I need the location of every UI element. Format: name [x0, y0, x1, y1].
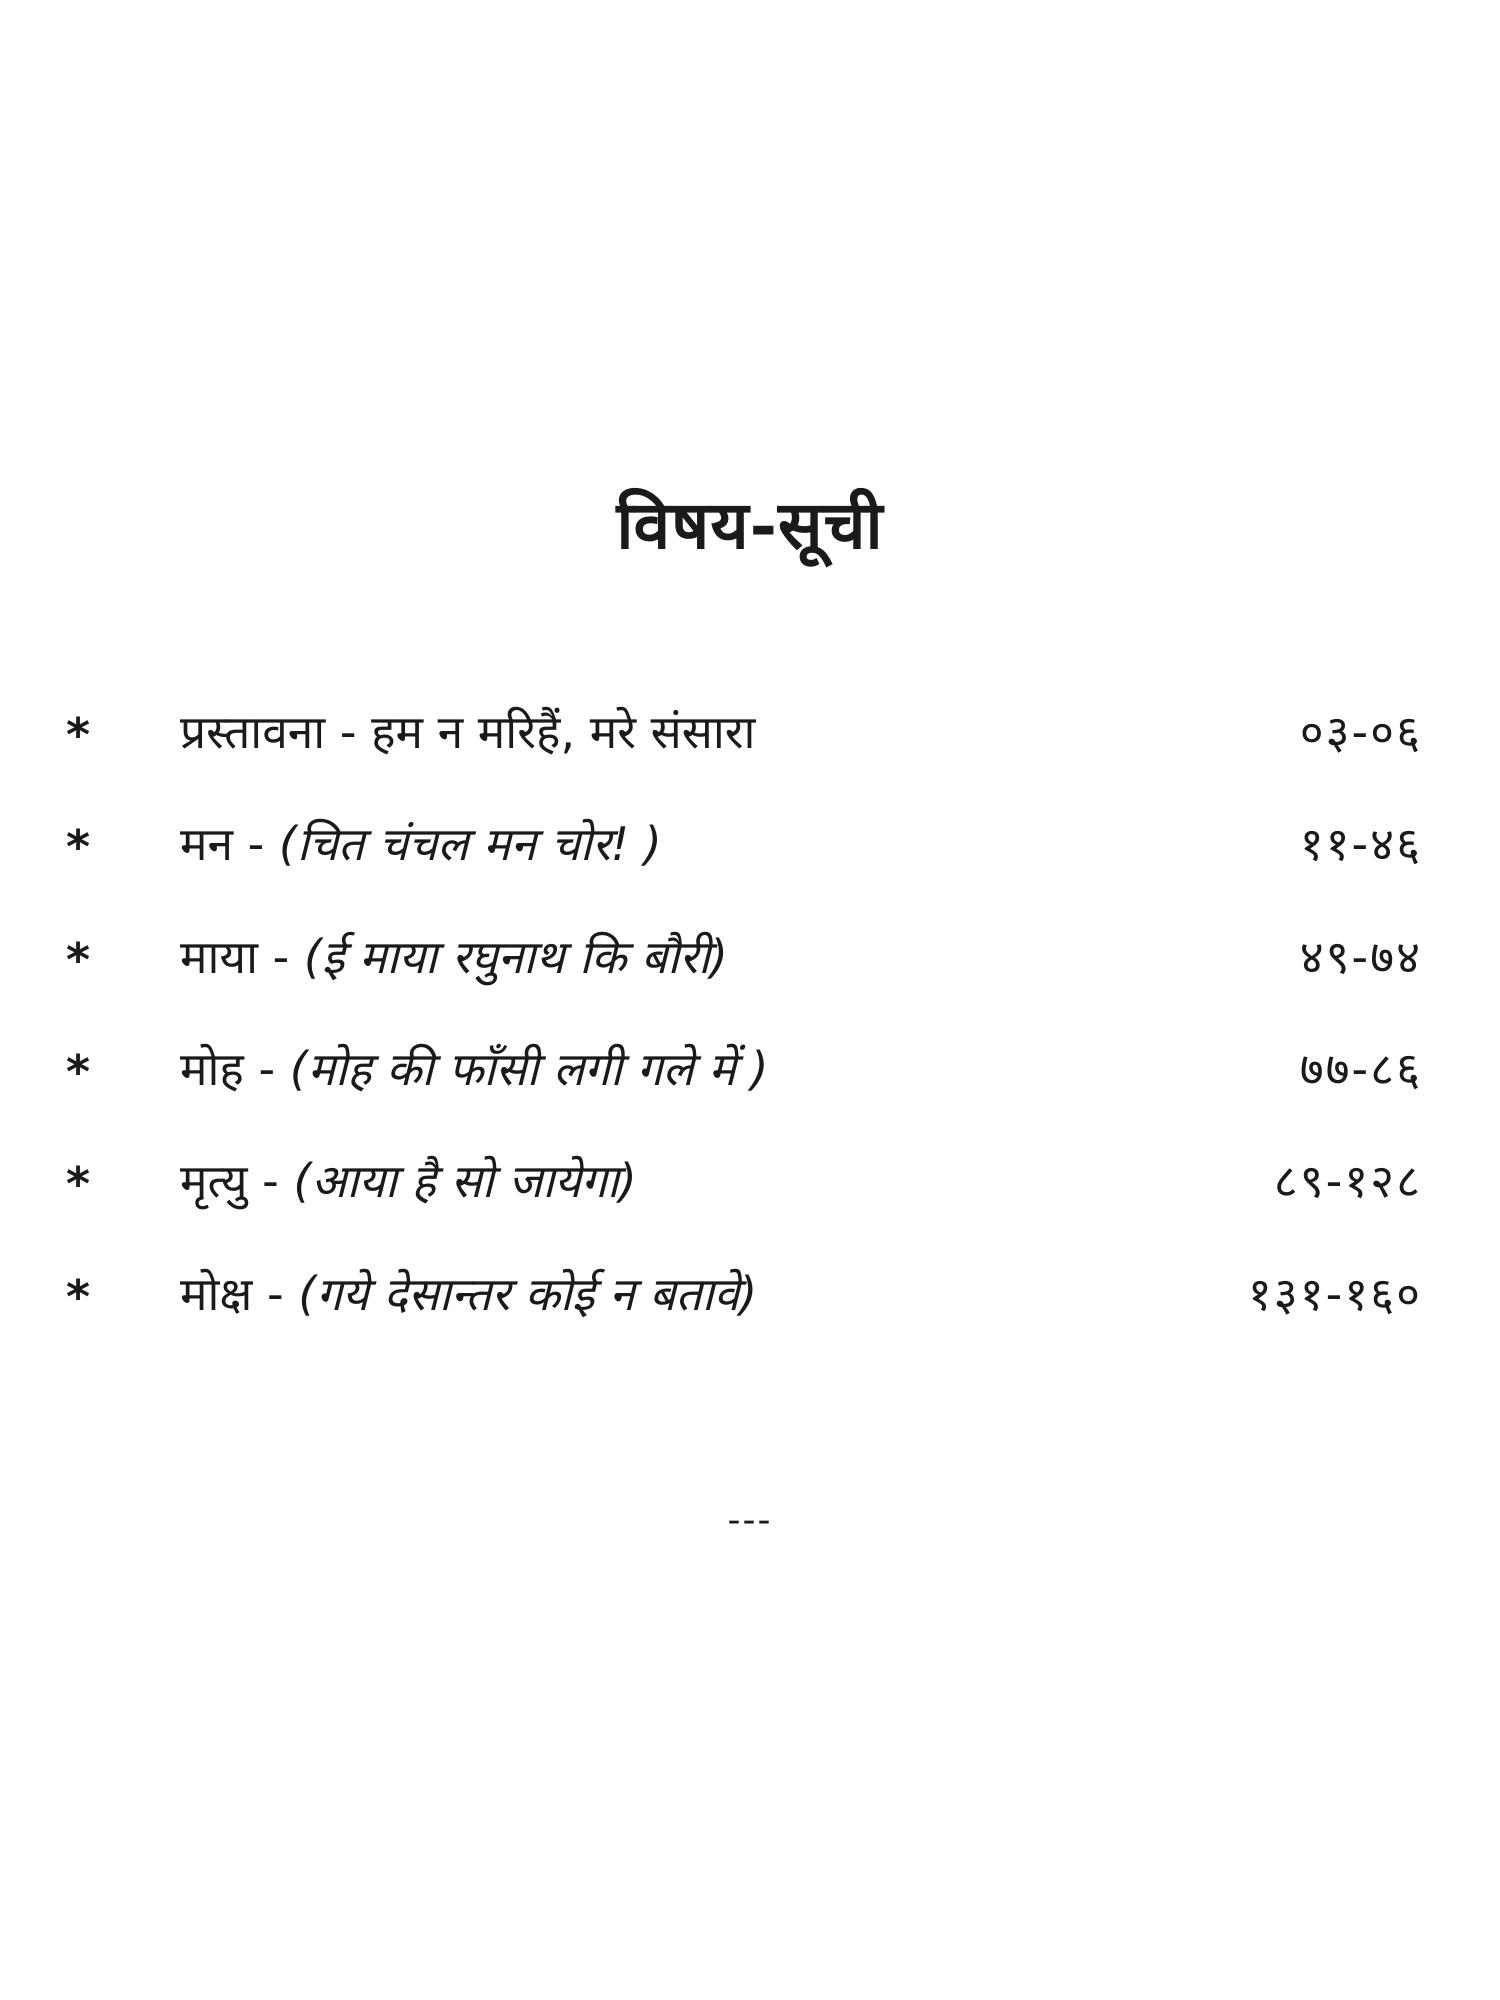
page-range: ०३-०६: [1299, 705, 1422, 759]
entry-dash: -: [258, 930, 304, 984]
entry-dash: -: [233, 817, 279, 871]
toc-entry: [0, 1037, 1500, 1117]
end-mark: ---: [727, 1500, 773, 1541]
entry-name: प्रस्तावना: [180, 705, 326, 759]
toc-entry: [0, 1149, 1500, 1229]
entry-dash: -: [252, 1267, 299, 1321]
page-range: ११-४६: [1299, 817, 1422, 871]
page-range: ८९-१२८: [1273, 1154, 1422, 1208]
toc-entry-text: [180, 925, 728, 987]
toc-entry: [0, 925, 1500, 1005]
entry-dash: -: [243, 1042, 290, 1096]
entry-subtitle: (ई माया रघुनाथ कि बौरी): [303, 930, 728, 984]
entry-subtitle: (चित चंचल मन चोर! ): [278, 817, 662, 871]
page-title: विषय-सूची: [616, 486, 884, 564]
toc-entry: [0, 1262, 1500, 1342]
toc-entry: [0, 812, 1500, 892]
entry-subtitle: (गये देसान्तर कोई न बतावे): [298, 1267, 758, 1321]
page-range: ४९-७४: [1299, 930, 1422, 984]
toc-entry-text: [180, 1037, 768, 1099]
bullet-asterisk: *: [66, 1045, 91, 1099]
page-range: १३१-१६०: [1247, 1267, 1422, 1321]
toc-entry: [0, 700, 1500, 780]
bullet-asterisk: *: [66, 1157, 91, 1211]
entry-name: मन: [180, 817, 234, 871]
bullet-asterisk: *: [66, 708, 91, 762]
entry-dash: -: [247, 1154, 294, 1208]
toc-entry-text: [180, 812, 662, 874]
bullet-asterisk: *: [66, 1270, 91, 1324]
toc-entry-text: [180, 1149, 637, 1211]
entry-dash: -: [325, 705, 372, 759]
entry-name: माया: [180, 930, 259, 984]
entry-name: मोक्ष: [180, 1267, 253, 1321]
entry-subtitle: (आया है सो जायेगा): [293, 1154, 637, 1208]
entry-name: मृत्यु: [180, 1154, 248, 1208]
toc-entry-text: [180, 700, 755, 762]
bullet-asterisk: *: [66, 820, 91, 874]
page-range: ७७-८६: [1299, 1042, 1422, 1096]
entry-subtitle: (मोह की फाँसी लगी गले में ): [289, 1042, 769, 1096]
toc-entry-text: [180, 1262, 757, 1324]
entry-subtitle: हम न मरिहैं, मरे संसारा: [371, 705, 756, 759]
entry-name: मोह: [180, 1042, 244, 1096]
bullet-asterisk: *: [66, 933, 91, 987]
